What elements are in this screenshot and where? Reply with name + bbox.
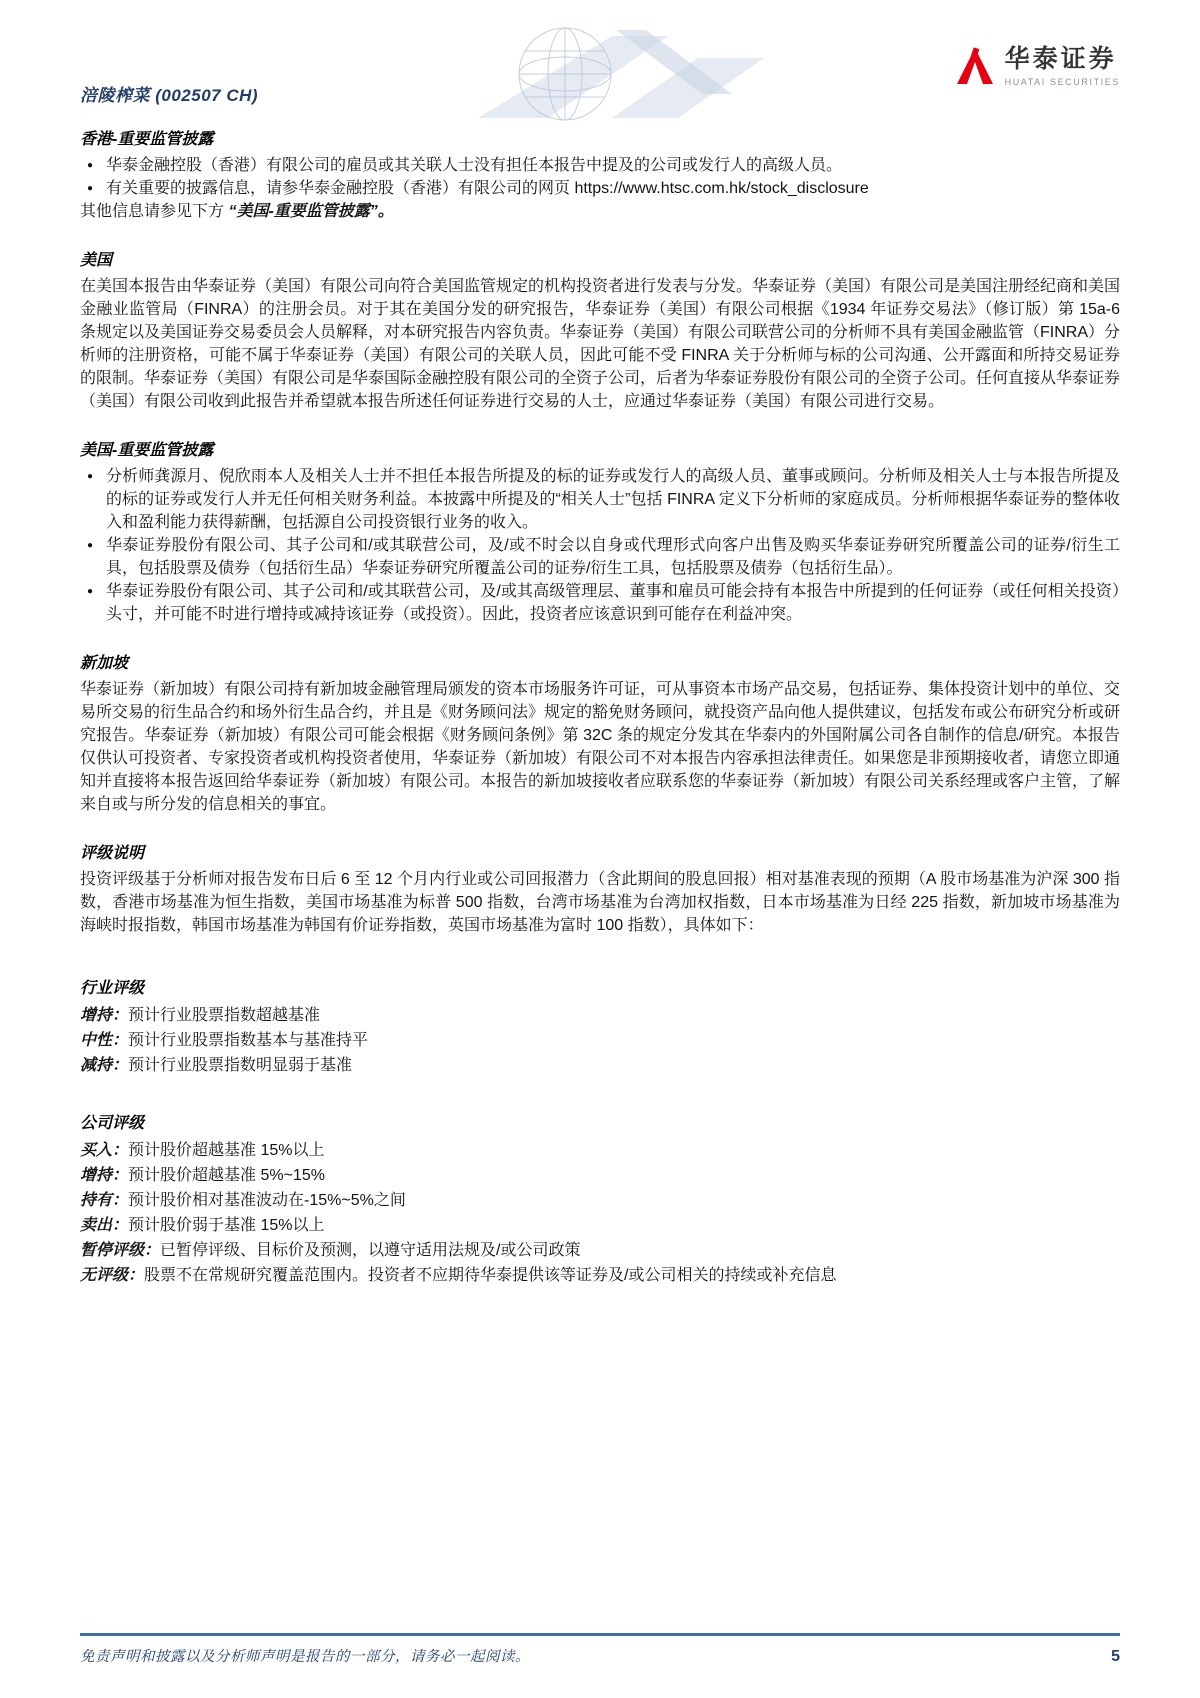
us-disclosure-bullet-1 <box>80 465 1120 534</box>
brand-logo <box>955 46 1120 87</box>
rating-notes-paragraph: 投资评级基于分析师对报告发布日后 6 至 12 个月内行业或公司回报潜力（含此期间的股息回报）相对基准表现的预期（A 股市场基准为沪深 300 指数，香港市场基准为恒生指数，美国市场基准为标普 500 指数，台湾市场基准为台湾加权指数，日本市场基准为日经 225 指数，新加坡市场基准为海峡时报指数，韩国市场基准为韩国有价证券指数，英国市场基准为富时 100 指数），具体如下： <box>80 871 1120 934</box>
hk-note-bold-ref: “美国-重要监管披露”。 <box>228 203 394 220</box>
hk-bullet-2-text: 有关重要的披露信息，请参华泰金融控股（香港）有限公司的网页 <box>106 180 575 197</box>
hk-bullet-1 <box>80 154 1120 177</box>
page-footer <box>80 1633 1120 1666</box>
company-rating-item-suspended <box>80 1238 1120 1263</box>
rating-term: 增持： <box>80 1007 129 1024</box>
section-heading-sg: 新加坡 <box>80 655 129 672</box>
rating-term: 卖出： <box>80 1217 129 1234</box>
rating-term: 中性： <box>80 1032 129 1049</box>
company-rating-item-overweight <box>80 1163 1120 1188</box>
rating-term: 持有： <box>80 1192 129 1209</box>
hk-bullet-1-text: 华泰金融控股（香港）有限公司的雇员或其关联人士没有担任本报告中提及的公司或发行人的高级人员。 <box>106 157 843 174</box>
stock-disclosure-url-link[interactable]: https://www.htsc.com.hk/stock_disclosure <box>574 180 869 197</box>
rating-desc: 预计股价超越基准 5%~15% <box>128 1167 325 1184</box>
us-disclosure-bullet-2-text: 华泰证券股份有限公司、其子公司和/或其联营公司，及/或不时会以自身或代理形式向客户出售及购买华泰证券研究所覆盖公司的证券/衍生工具，包括股票及债券（包括衍生品）华泰证券研究所覆盖公司的证券/衍生工具，包括股票及债券（包括衍生品）。 <box>106 537 1120 577</box>
section-heading-industry-rating: 行业评级 <box>80 980 145 997</box>
us-disclosure-bullet-3 <box>80 580 1120 626</box>
doc-title: 涪陵榨菜 (002507 CH) <box>80 86 259 105</box>
section-heading-hk-disclosure: 香港-重要监管披露 <box>80 131 214 148</box>
industry-rating-item-neutral <box>80 1028 1120 1053</box>
footer-disclaimer: 免责声明和披露以及分析师声明是报告的一部分，请务必一起阅读。 <box>80 1649 530 1665</box>
rating-desc: 预计股价相对基准波动在-15%~5%之间 <box>128 1192 406 1209</box>
rating-term: 无评级： <box>80 1267 145 1284</box>
section-heading-us: 美国 <box>80 252 113 269</box>
rating-desc: 股票不在常规研究覆盖范围内。投资者不应期待华泰提供该等证券及/或公司相关的持续或补充信息 <box>144 1267 837 1284</box>
section-heading-rating-notes: 评级说明 <box>80 845 145 862</box>
rating-term: 减持： <box>80 1057 129 1074</box>
rating-desc: 已暂停评级、目标价及预测，以遵守适用法规及/或公司政策 <box>160 1242 581 1259</box>
us-disclosure-list <box>80 465 1120 626</box>
brand-name-en: HUATAI SECURITIES <box>1004 76 1120 87</box>
us-disclosure-bullet-2 <box>80 534 1120 580</box>
us-paragraph: 在美国本报告由华泰证券（美国）有限公司向符合美国监管规定的机构投资者进行发表与分发。华泰证券（美国）有限公司是美国注册经纪商和美国金融业监管局（FINRA）的注册会员。对于其在美国分发的研究报告，华泰证券（美国）有限公司根据《1934 年证券交易法》（修订版）第 15a-6 条规定以及美国证券交易委员会人员解释，对本研究报告内容负责。华泰证券（美国）有限公司联营公司的分析师不具有美国金融监管（FINRA）分析师的注册资格，可能不属于华泰证券（美国）有限公司的关联人员，因此可能不受 FINRA 关于分析师与标的公司沟通、公开露面和所持交易证券的限制。华泰证券（美国）有限公司是华泰国际金融控股有限公司的全资子公司，后者为华泰证券股份有限公司的全资子公司。任何直接从华泰证券（美国）有限公司收到此报告并希望就本报告所述任何证券进行交易的人士，应通过华泰证券（美国）有限公司进行交易。 <box>80 278 1121 410</box>
section-heading-company-rating: 公司评级 <box>80 1115 145 1132</box>
globe-watermark-graphic <box>360 18 840 130</box>
section-heading-us-disclosure: 美国-重要监管披露 <box>80 442 214 459</box>
hk-note-text: 其他信息请参见下方 <box>80 203 229 220</box>
company-rating-item-sell <box>80 1213 1120 1238</box>
brand-name-cn: 华泰证券 <box>1004 45 1117 73</box>
industry-rating-item-overweight <box>80 1003 1120 1028</box>
us-disclosure-bullet-1-text: 分析师龚源月、倪欣雨本人及相关人士并不担任本报告所提及的标的证券或发行人的高级人员、董事或顾问。分析师及相关人士与本报告所提及的标的证券或发行人并无任何相关财务利益。本披露中所提及的“相关人士”包括 FINRA 定义下分析师的家庭成员。分析师根据华泰证券的整体收入和盈利能力获得薪酬，包括源自公司投资银行业务的收入。 <box>106 468 1120 531</box>
hk-note <box>80 200 1120 223</box>
us-disclosure-bullet-3-text: 华泰证券股份有限公司、其子公司和/或其联营公司，及/或其高级管理层、董事和雇员可能会持有本报告中所提到的任何证券（或任何相关投资）头寸，并可能不时进行增持或减持该证券（或投资）。因此，投资者应该意识到可能存在利益冲突。 <box>106 583 1120 623</box>
rating-desc: 预计股价超越基准 15%以上 <box>128 1142 325 1159</box>
rating-term: 增持： <box>80 1167 129 1184</box>
disclosure-content <box>80 128 1120 1288</box>
rating-term: 暂停评级： <box>80 1242 161 1259</box>
rating-desc: 预计行业股票指数基本与基准持平 <box>128 1032 369 1049</box>
company-rating-item-buy <box>80 1138 1120 1163</box>
industry-rating-item-underweight <box>80 1053 1120 1078</box>
rating-desc: 预计股价弱于基准 15%以上 <box>128 1217 325 1234</box>
company-rating-item-hold <box>80 1188 1120 1213</box>
page-number: 5 <box>1111 1648 1120 1665</box>
hk-disclosure-list <box>80 154 1120 200</box>
sg-paragraph: 华泰证券（新加坡）有限公司持有新加坡金融管理局颁发的资本市场服务许可证，可从事资本市场产品交易，包括证券、集体投资计划中的单位、交易所交易的衍生品合约和场外衍生品合约，并且是《财务顾问法》规定的豁免财务顾问，就投资产品向他人提供建议，包括发布或公布研究分析或研究报告。华泰证券（新加坡）有限公司可能会根据《财务顾问条例》第 32C 条的规定分发其在华泰内的外国附属公司各自制作的信息/研究。本报告仅供认可投资者、专家投资者或机构投资者使用，华泰证券（新加坡）有限公司不对本报告内容承担法律责任。如果您是非预期接收者，请您立即通知并直接将本报告返回给华泰证券（新加坡）有限公司。本报告的新加坡接收者应联系您的华泰证券（新加坡）有限公司关系经理或客户主管，了解来自或与所分发的信息相关的事宜。 <box>80 681 1121 813</box>
brand-text <box>1005 46 1120 87</box>
rating-desc: 预计行业股票指数明显弱于基准 <box>128 1057 353 1074</box>
hk-bullet-2 <box>80 177 1120 200</box>
page-header <box>80 0 1120 122</box>
huatai-logo-icon <box>955 46 995 86</box>
rating-term: 买入： <box>80 1142 129 1159</box>
rating-desc: 预计行业股票指数超越基准 <box>128 1007 321 1024</box>
company-rating-item-norating <box>80 1263 1120 1288</box>
